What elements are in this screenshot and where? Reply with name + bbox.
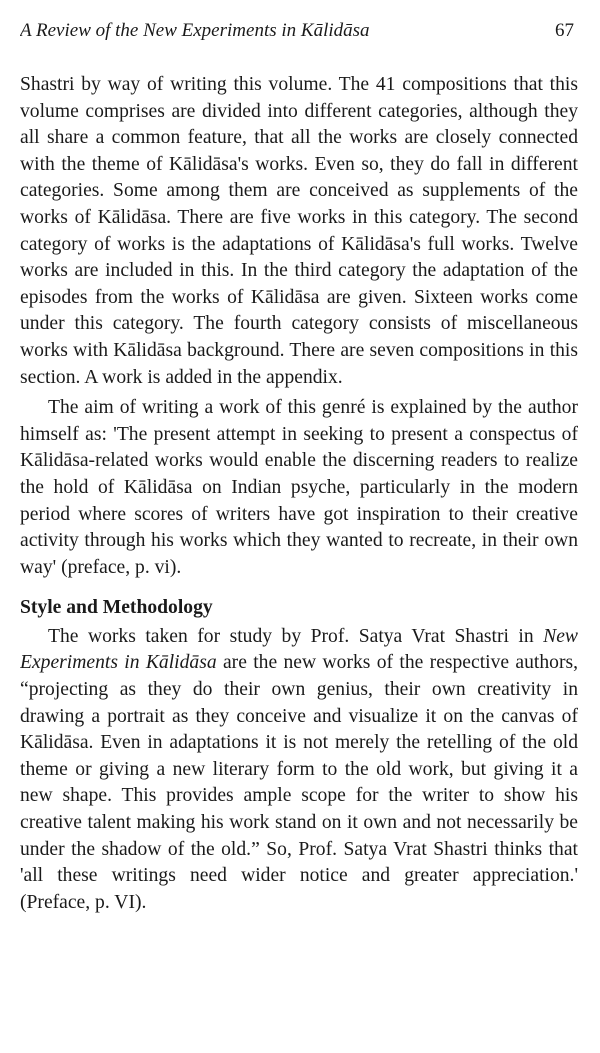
book-page bbox=[20, 18, 578, 1048]
paragraph-aim: The aim of writing a work of this genré is explained by the author himself as: 'The present attempt in seeking to present a conspectus of Kālidāsa-related works would enable the discerning readers to realize the hold of Kālidāsa on Indian psyche, particularly in the modern period where scores of writers have got inspiration to their creative activity through his works which they wanted to recreate, in their own way' (preface, p. vi). bbox=[20, 397, 578, 578]
page-number: 67 bbox=[555, 20, 574, 41]
paragraph-categories: Shastri by way of writing this volume. The 41 compositions that this volume comprises are divided into different categories, although they all share a common feature, that all the works are closely connected with the theme of Kālidāsa's works. Even so, they do fall in different categories. Some among them are conceived as supplements of the works of Kālidāsa. There are five works in this category. The second category of works is the adaptations of Kālidāsa's full works. Twelve works are included in this. In the third category the adaptation of the episodes from the works of Kālidāsa are given. Sixteen works come under this category. The fourth category consists of miscellaneous works with Kālidāsa background. There are seven compositions in this section. A work is added in the appendix. bbox=[20, 74, 578, 388]
paragraph-style-methodology bbox=[20, 624, 578, 917]
paragraph-lead: The works taken for study by Prof. Satya Vrat Shastri in bbox=[48, 625, 544, 647]
page-body bbox=[20, 72, 578, 916]
running-header bbox=[20, 18, 578, 44]
running-title: A Review of the New Experiments in Kālidāsa bbox=[20, 20, 370, 41]
book-title: New Experiments in Kālidāsa bbox=[20, 625, 578, 674]
paragraph-rest: are the new works of the respective authors, “projecting as they do their own genius, their own creativity in drawing a portrait as they conceive and visualize it on the canvas of Kālidāsa. Even in adaptations it is not merely the retelling of the old theme or giving a new literary form to the old work, but giving it a new shape. This provides ample scope for the writer to show his creative talent making his work stand on it own and not necessarily be under the shadow of the old.” So, Prof. Satya Vrat Shastri thinks that 'all these writings need wider notice and greater appreciation.' (Preface, p. VI). bbox=[20, 652, 578, 913]
section-heading: Style and Methodology bbox=[20, 597, 213, 619]
